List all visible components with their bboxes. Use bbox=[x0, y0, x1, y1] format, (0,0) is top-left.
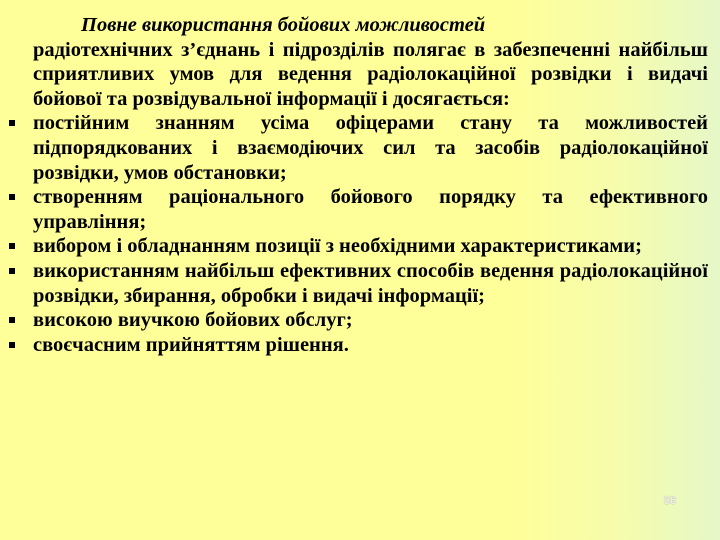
bullet-square-icon bbox=[9, 120, 15, 126]
bullet-square-icon bbox=[9, 342, 15, 348]
bullet-text-3: вибором і обладнанням позиції з необхідними характеристиками; bbox=[33, 235, 642, 258]
bullet-text-4: використанням найбільш ефективних способів ведення радіолокаційної розвідки, збирання, обробки і видачі інформації; bbox=[33, 259, 708, 307]
bullet-square-icon bbox=[9, 268, 15, 274]
intro-text: радіотехнічних з’єднань і підрозділів полягає в забезпеченні найбільш сприятливих умов для ведення радіолокаційної розвідки і видачі бойової та розвідувальної інформації і досягається: bbox=[33, 38, 708, 110]
bullet-text-5: високою виучкою бойових обслуг; bbox=[33, 309, 353, 332]
bullet-item-2 bbox=[33, 185, 708, 234]
bullet-item-1 bbox=[33, 111, 708, 185]
bullet-text-6: своєчасним прийняттям рішення. bbox=[33, 333, 349, 356]
slide-content bbox=[33, 13, 708, 357]
page-number: 56 bbox=[663, 495, 677, 507]
bullet-text-1: постійним знанням усіма офіцерами стану та можливостей підпорядкованих і взаємодіючих сил та засобів радіолокаційної розвідки, умов обстановки; bbox=[33, 112, 708, 184]
bullet-item-5 bbox=[33, 308, 708, 333]
intro-paragraph bbox=[33, 13, 708, 111]
bullet-square-icon bbox=[9, 243, 15, 249]
bullet-item-3 bbox=[33, 234, 708, 259]
bullet-text-2: створенням раціонального бойового порядку та ефективного управління; bbox=[33, 186, 708, 233]
bullet-square-icon bbox=[9, 317, 15, 323]
intro-lead: Повне використання бойових можливостей bbox=[81, 14, 486, 36]
bullet-square-icon bbox=[9, 194, 15, 200]
bullet-item-4 bbox=[33, 259, 708, 308]
bullet-item-6 bbox=[33, 333, 708, 358]
